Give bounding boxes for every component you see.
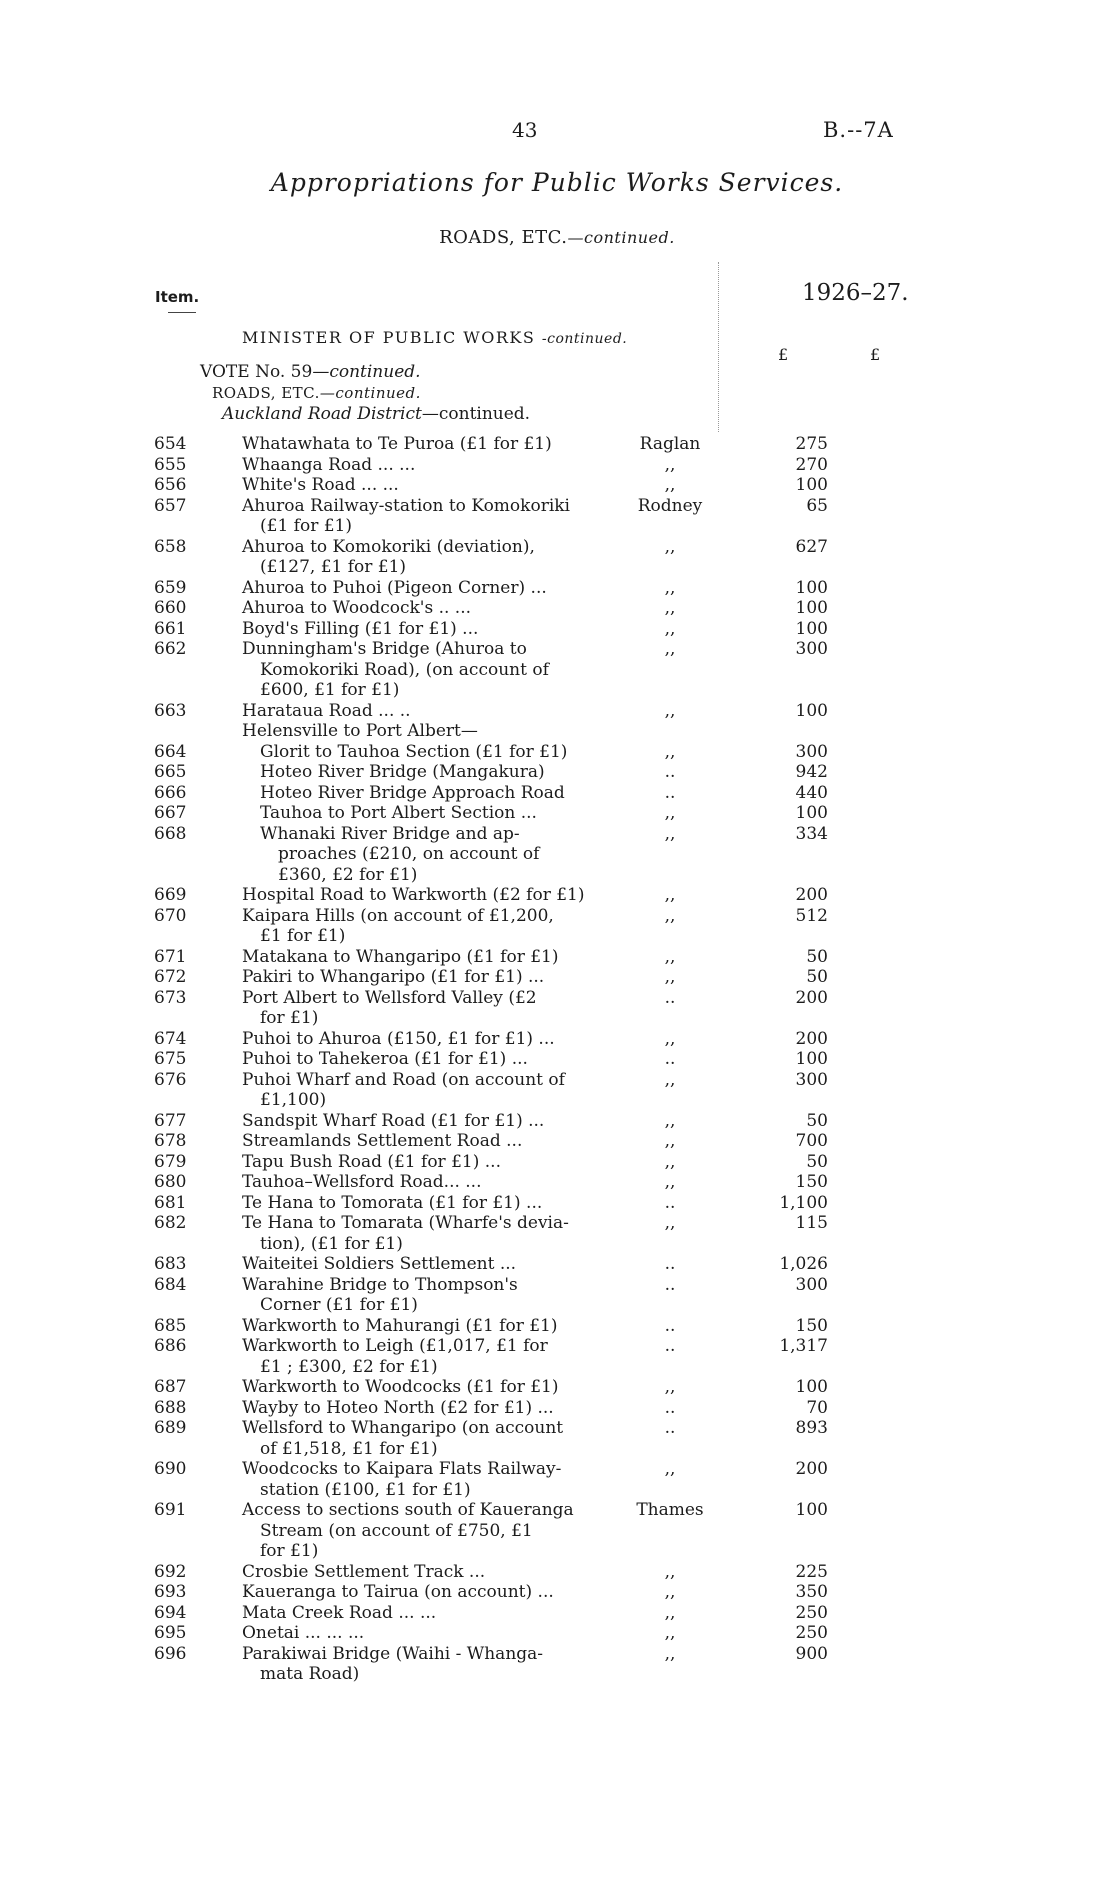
item-amount: 150 [795, 1172, 828, 1192]
item-description [242, 1582, 582, 1603]
item-number: 663 [154, 700, 187, 721]
item-district: ,, [664, 1110, 676, 1131]
item-district: ,, [664, 639, 676, 659]
item-description [242, 496, 582, 537]
item-amount: 350 [795, 1582, 828, 1602]
item-description [242, 1111, 582, 1132]
item-description-line: Parakiwai Bridge (Waihi - Whanga- [242, 1643, 544, 1664]
item-description-line: Ahuroa to Woodcock's .. ... [242, 598, 472, 618]
item-district: ,, [664, 885, 676, 905]
item-amount: 893 [795, 1418, 828, 1438]
item-description-line: Puhoi to Ahuroa (£150, £1 for £1) ... [242, 1028, 555, 1049]
item-number: 654 [154, 434, 187, 454]
item-amount: 250 [795, 1623, 828, 1643]
item-number: 678 [154, 1131, 187, 1151]
item-district: ,, [664, 1151, 676, 1172]
item-amount: 300 [795, 741, 828, 762]
item-amount: 1,100 [779, 1192, 828, 1213]
page-title: Appropriations for Public Works Services. [270, 168, 844, 197]
item-amount: 100 [795, 577, 828, 598]
item-amount: 100 [795, 1377, 828, 1397]
page-number: 43 [512, 118, 538, 142]
item-description [242, 1623, 582, 1644]
item-amount: 115 [795, 1213, 828, 1233]
item-district: .. [664, 1254, 676, 1274]
item-description [242, 701, 582, 722]
item-district: ,, [664, 741, 676, 762]
item-description-line: Sandspit Wharf Road (£1 for £1) ... [242, 1110, 545, 1131]
item-description-line: Harataua Road ... .. [242, 700, 411, 721]
item-description [242, 1029, 582, 1050]
item-number: 687 [154, 1377, 187, 1397]
item-district: Raglan [639, 434, 701, 454]
item-description-line: Access to sections south of Kaueranga [242, 1500, 574, 1520]
document-reference: B.--7A [823, 118, 894, 142]
item-district: ,, [664, 577, 676, 598]
item-description [260, 762, 582, 783]
item-number: 671 [154, 946, 187, 967]
item-district: .. [664, 1049, 676, 1069]
year-column-header: 1926–27. [802, 280, 909, 306]
item-district: .. [664, 1192, 676, 1213]
item-description-line: Onetai ... ... ... [242, 1623, 365, 1643]
item-description-line: Boyd's Filling (£1 for £1) ... [242, 618, 479, 639]
item-district: ,, [664, 598, 676, 618]
item-amount: 200 [795, 1028, 828, 1049]
item-district: ,, [664, 1213, 676, 1233]
item-number: 681 [154, 1192, 187, 1213]
item-description [242, 1131, 582, 1152]
item-amount: 627 [795, 536, 828, 557]
item-description-line: Te Hana to Tomorata (£1 for £1) ... [242, 1192, 543, 1213]
item-district: Rodney [637, 495, 703, 516]
item-description [242, 1644, 582, 1685]
item-number: 660 [154, 598, 187, 618]
item-number: 655 [154, 454, 187, 475]
item-description-line: Kaipara Hills (on account of £1,200, [242, 905, 554, 926]
item-number: 684 [154, 1274, 187, 1295]
item-description-line: Wellsford to Whangaripo (on account [242, 1418, 564, 1438]
item-number: 693 [154, 1582, 187, 1602]
item-description-line: station (£100, £1 for £1) [260, 1479, 471, 1500]
item-number: 658 [154, 536, 187, 557]
item-amount: 440 [795, 782, 828, 803]
item-description-line: Pakiri to Whangaripo (£1 for £1) ... [242, 967, 545, 987]
item-description-line: Glorit to Tauhoa Section (£1 for £1) [260, 741, 568, 762]
item-description-line: Komokoriki Road), (on account of [260, 659, 549, 680]
item-description [260, 783, 582, 804]
item-number: 667 [154, 803, 187, 823]
item-number: 673 [154, 987, 187, 1008]
item-description [242, 1418, 582, 1459]
item-district: .. [664, 987, 676, 1008]
item-description-line: mata Road) [260, 1664, 360, 1684]
item-description-line: Kaueranga to Tairua (on account) ... [242, 1582, 554, 1602]
item-description-line: Hoteo River Bridge (Mangakura) [260, 762, 545, 782]
item-description-line: for £1) [260, 1541, 319, 1561]
item-district: .. [664, 1418, 676, 1438]
item-district: ,, [664, 1561, 676, 1582]
item-description-line: of £1,518, £1 for £1) [260, 1438, 438, 1459]
item-number: 676 [154, 1069, 187, 1090]
item-amount: 100 [795, 598, 828, 618]
item-district: ,, [664, 967, 676, 987]
item-description-line: £1 for £1) [260, 926, 346, 946]
item-district: .. [664, 1315, 676, 1336]
item-district: ,, [664, 1131, 676, 1151]
item-amount: 250 [795, 1602, 828, 1623]
item-description-line: Warkworth to Woodcocks (£1 for £1) [242, 1377, 559, 1397]
item-district: ,, [664, 700, 676, 721]
item-number: 679 [154, 1151, 187, 1172]
item-amount: 100 [795, 1049, 828, 1069]
item-amount: 50 [806, 1110, 828, 1131]
item-district: ,, [664, 618, 676, 639]
item-amount: 50 [806, 946, 828, 967]
item-district: ,, [664, 1623, 676, 1643]
item-number: 688 [154, 1397, 187, 1418]
item-description-line: Puhoi Wharf and Road (on account of [242, 1069, 565, 1090]
item-description-line: £600, £1 for £1) [260, 680, 400, 700]
district-heading-main: Auckland Road District [222, 404, 422, 424]
item-amount: 200 [795, 987, 828, 1008]
item-description [242, 1377, 582, 1398]
vote-heading-main: VOTE No. 59 [200, 362, 313, 382]
roads-heading-continued: —continued. [319, 384, 421, 402]
item-number: 683 [154, 1254, 187, 1274]
item-district: ,, [664, 1582, 676, 1602]
item-amount: 200 [795, 885, 828, 905]
item-description-line: £360, £2 for £1) [278, 864, 418, 885]
item-district: ,, [664, 454, 676, 475]
item-description [242, 1275, 582, 1316]
item-description [242, 1336, 582, 1377]
item-description [242, 537, 582, 578]
item-description [242, 1459, 582, 1500]
item-description [242, 906, 582, 947]
item-district: .. [664, 762, 676, 782]
item-description-line: Woodcocks to Kaipara Flats Railway- [242, 1459, 562, 1479]
item-amount: 942 [795, 762, 828, 782]
item-number: 656 [154, 475, 187, 495]
item-amount: 900 [795, 1643, 828, 1664]
item-description-line: Warahine Bridge to Thompson's [242, 1274, 518, 1295]
item-description-line: Warkworth to Leigh (£1,017, £1 for [242, 1336, 548, 1356]
item-amount: 700 [795, 1131, 828, 1151]
item-number: 659 [154, 577, 187, 598]
item-description-line: Streamlands Settlement Road ... [242, 1131, 523, 1151]
item-description-line: Ahuroa Railway-station to Komokoriki [242, 495, 570, 516]
item-amount: 300 [795, 1069, 828, 1090]
item-description [242, 1603, 582, 1624]
item-description-line: Whaanga Road ... ... [242, 454, 416, 475]
item-description-line: (£1 for £1) [260, 516, 352, 536]
section-heading-main: ROADS, ETC. [439, 227, 568, 248]
item-description-line: Te Hana to Tomarata (Wharfe's devia- [242, 1213, 569, 1233]
item-description [242, 598, 582, 619]
item-district: ,, [664, 1643, 676, 1664]
item-district: ,, [664, 1377, 676, 1397]
item-number: 677 [154, 1110, 187, 1131]
item-description [242, 1316, 582, 1337]
item-description [242, 1213, 582, 1254]
item-description-line: Wayby to Hoteo North (£2 for £1) ... [242, 1397, 554, 1418]
item-amount: 300 [795, 639, 828, 659]
item-description [242, 1172, 582, 1193]
minister-heading-continued: -continued. [541, 331, 628, 347]
item-district: ,, [664, 536, 676, 557]
item-description-line: Port Albert to Wellsford Valley (£2 [242, 987, 537, 1008]
item-district: ,, [664, 475, 676, 495]
item-amount: 100 [795, 618, 828, 639]
item-description [242, 1562, 582, 1583]
item-amount: 100 [795, 475, 828, 495]
item-amount: 200 [795, 1459, 828, 1479]
roads-heading-main: ROADS, ETC. [212, 384, 320, 402]
item-number: 657 [154, 495, 187, 516]
item-column-header: Item. [155, 288, 200, 306]
item-number: 692 [154, 1561, 187, 1582]
item-amount: 70 [806, 1397, 828, 1418]
item-number: 680 [154, 1172, 187, 1192]
item-amount: 50 [806, 1151, 828, 1172]
item-amount: 300 [795, 1274, 828, 1295]
item-description [242, 578, 582, 599]
item-amount: 150 [795, 1315, 828, 1336]
item-district: ,, [664, 1172, 676, 1192]
item-description [260, 824, 582, 886]
item-description [242, 434, 582, 455]
item-description [242, 1398, 582, 1419]
item-number: 696 [154, 1643, 187, 1664]
item-district: .. [664, 1274, 676, 1295]
item-description [242, 1152, 582, 1173]
item-district: .. [664, 1397, 676, 1418]
item-description-line: proaches (£210, on account of [278, 844, 540, 864]
item-district: ,, [664, 1028, 676, 1049]
item-description-line: £1,100) [260, 1090, 327, 1110]
item-district: .. [664, 782, 676, 803]
item-description-line: Warkworth to Mahurangi (£1 for £1) [242, 1315, 558, 1336]
item-description [242, 721, 582, 742]
item-amount: 100 [795, 1500, 828, 1520]
item-district: ,, [664, 823, 676, 844]
item-description [242, 947, 582, 968]
item-description-line: Ahuroa to Puhoi (Pigeon Corner) ... [242, 577, 547, 598]
item-amount: 65 [806, 495, 828, 516]
item-number: 695 [154, 1623, 187, 1643]
item-number: 689 [154, 1418, 187, 1438]
item-number: 691 [154, 1500, 187, 1520]
minister-heading-main: MINISTER OF PUBLIC WORKS [242, 328, 536, 347]
item-description-line: for £1) [260, 1008, 319, 1028]
item-amount: 275 [795, 434, 828, 454]
item-description [242, 455, 582, 476]
item-district: ,, [664, 1602, 676, 1623]
item-description-line: £1 ; £300, £2 for £1) [260, 1356, 438, 1377]
district-heading-continued: —continued. [421, 404, 531, 424]
item-amount: 225 [795, 1561, 828, 1582]
item-number: 686 [154, 1336, 187, 1356]
item-description-line: Mata Creek Road ... ... [242, 1602, 437, 1623]
item-number: 661 [154, 618, 187, 639]
item-amount: 1,317 [779, 1336, 828, 1356]
item-description [242, 475, 582, 496]
item-number: 694 [154, 1602, 187, 1623]
item-description-line: Corner (£1 for £1) [260, 1295, 418, 1315]
item-amount: 334 [795, 823, 828, 844]
item-district: ,, [664, 905, 676, 926]
item-description-line: Whanaki River Bridge and ap- [260, 823, 520, 844]
item-number: 682 [154, 1213, 187, 1233]
currency-symbol-amount: £ [778, 345, 789, 364]
item-description-line: Matakana to Whangaripo (£1 for £1) [242, 946, 559, 967]
vote-heading-continued: —continued. [312, 362, 421, 382]
item-description-line: Whatawhata to Te Puroa (£1 for £1) [242, 434, 552, 454]
item-description [260, 742, 582, 763]
item-number: 669 [154, 885, 187, 905]
item-number: 674 [154, 1028, 187, 1049]
item-description-line: Helensville to Port Albert— [242, 721, 478, 741]
item-description-line: Tauhoa–Wellsford Road... ... [242, 1172, 482, 1192]
item-district: ,, [664, 946, 676, 967]
item-amount: 100 [795, 700, 828, 721]
item-number: 672 [154, 967, 187, 987]
item-district: Thames [636, 1500, 704, 1520]
item-amount: 270 [795, 454, 828, 475]
item-number: 690 [154, 1459, 187, 1479]
item-description [242, 1193, 582, 1214]
item-amount: 512 [795, 905, 828, 926]
item-description-line: Puhoi to Tahekeroa (£1 for £1) ... [242, 1049, 528, 1069]
item-description [242, 988, 582, 1029]
item-description-line: Hoteo River Bridge Approach Road [260, 782, 565, 803]
currency-symbol-total: £ [870, 345, 881, 364]
item-description-line: Tauhoa to Port Albert Section ... [260, 803, 537, 823]
item-district: ,, [664, 1459, 676, 1479]
item-description-line: Crosbie Settlement Track ... [242, 1561, 486, 1582]
item-description [242, 639, 582, 701]
item-description-line: Tapu Bush Road (£1 for £1) ... [242, 1151, 501, 1172]
item-district: ,, [664, 803, 676, 823]
item-amount: 1,026 [779, 1254, 828, 1274]
item-description [242, 1254, 582, 1275]
item-number: 666 [154, 782, 187, 803]
item-number: 668 [154, 823, 187, 844]
item-number: 665 [154, 762, 187, 782]
section-heading-continued: —continued. [567, 228, 675, 247]
item-amount: 100 [795, 803, 828, 823]
item-description [242, 1049, 582, 1070]
item-district: .. [664, 1336, 676, 1356]
item-description-line: Hospital Road to Warkworth (£2 for £1) [242, 885, 585, 905]
item-description-line: Dunningham's Bridge (Ahuroa to [242, 639, 527, 659]
item-district: ,, [664, 1069, 676, 1090]
item-description [242, 619, 582, 640]
item-description [242, 1500, 582, 1562]
item-number: 662 [154, 639, 187, 659]
item-number: 685 [154, 1315, 187, 1336]
item-description [260, 803, 582, 824]
item-description-line: White's Road ... ... [242, 475, 399, 495]
item-description-line: (£127, £1 for £1) [260, 557, 407, 577]
item-number: 670 [154, 905, 187, 926]
item-description-line: tion), (£1 for £1) [260, 1233, 403, 1254]
item-description [242, 1070, 582, 1111]
item-number: 675 [154, 1049, 187, 1069]
item-description [242, 885, 585, 906]
item-description-line: Waiteitei Soldiers Settlement ... [242, 1254, 517, 1274]
item-description [242, 967, 582, 988]
item-description-line: Stream (on account of £750, £1 [260, 1520, 533, 1541]
item-amount: 50 [806, 967, 828, 987]
item-description-line: Ahuroa to Komokoriki (deviation), [242, 536, 535, 557]
item-number: 664 [154, 741, 187, 762]
